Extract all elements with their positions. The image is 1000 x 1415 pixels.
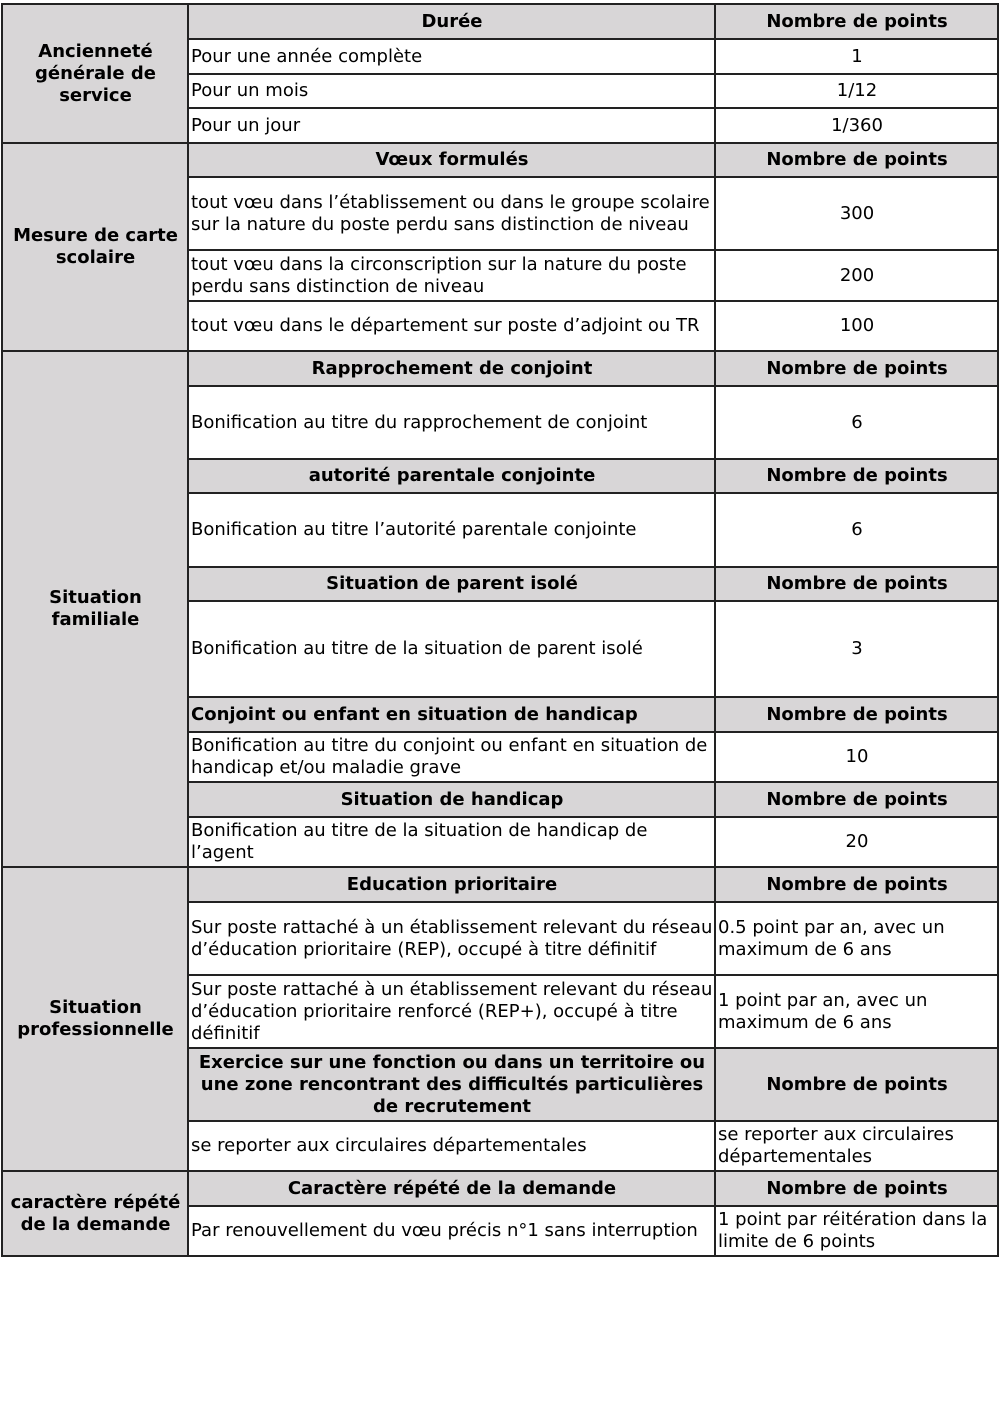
row-description: Pour un jour xyxy=(188,108,715,143)
points-table xyxy=(1,3,999,1257)
category-carte-scolaire: Mesure de carte scolaire xyxy=(2,143,188,351)
row-points: 6 xyxy=(715,493,998,567)
row-points: 0.5 point par an, avec un maximum de 6 ans xyxy=(715,902,998,975)
table-row xyxy=(2,1171,998,1206)
column-header-label: Situation de handicap xyxy=(188,782,715,817)
column-header-points: Nombre de points xyxy=(715,867,998,902)
row-points: 20 xyxy=(715,817,998,867)
table-row xyxy=(2,143,998,177)
row-points: 1/12 xyxy=(715,74,998,108)
row-points: 200 xyxy=(715,250,998,301)
row-description: Par renouvellement du vœu précis n°1 sans interruption xyxy=(188,1206,715,1256)
column-header-label: Exercice sur une fonction ou dans un territoire ou une zone rencontrant des difficultés particulières de recrutement xyxy=(188,1048,715,1121)
category-anciennete: Ancienneté générale de service xyxy=(2,4,188,143)
row-points: 1 point par réitération dans la limite de 6 points xyxy=(715,1206,998,1256)
row-description: Pour un mois xyxy=(188,74,715,108)
column-header-points: Nombre de points xyxy=(715,1048,998,1121)
row-points: se reporter aux circulaires départementales xyxy=(715,1121,998,1171)
row-description: se reporter aux circulaires départementales xyxy=(188,1121,715,1171)
row-points: 1/360 xyxy=(715,108,998,143)
row-description: Bonification au titre du conjoint ou enfant en situation de handicap et/ou maladie grave xyxy=(188,732,715,782)
row-description: Sur poste rattaché à un établissement relevant du réseau d’éducation prioritaire renforcé (REP+), occupé à titre définitif xyxy=(188,975,715,1048)
row-points: 1 xyxy=(715,39,998,74)
column-header-label: Vœux formulés xyxy=(188,143,715,177)
row-description: tout vœu dans la circonscription sur la nature du poste perdu sans distinction de niveau xyxy=(188,250,715,301)
category-situation-professionnelle: Situation professionnelle xyxy=(2,867,188,1171)
column-header-points: Nombre de points xyxy=(715,782,998,817)
row-description: Bonification au titre l’autorité parentale conjointe xyxy=(188,493,715,567)
row-points: 300 xyxy=(715,177,998,250)
column-header-points: Nombre de points xyxy=(715,1171,998,1206)
row-description: Bonification au titre du rapprochement de conjoint xyxy=(188,386,715,459)
column-header-points: Nombre de points xyxy=(715,697,998,732)
row-description: Pour une année complète xyxy=(188,39,715,74)
column-header-label: Education prioritaire xyxy=(188,867,715,902)
column-header-points: Nombre de points xyxy=(715,459,998,493)
column-header-points: Nombre de points xyxy=(715,351,998,386)
table-row xyxy=(2,4,998,39)
column-header-points: Nombre de points xyxy=(715,4,998,39)
column-header-label: Caractère répété de la demande xyxy=(188,1171,715,1206)
category-caractere-repete: caractère répété de la demande xyxy=(2,1171,188,1256)
row-points: 100 xyxy=(715,301,998,351)
column-header-label: Rapprochement de conjoint xyxy=(188,351,715,386)
row-points: 1 point par an, avec un maximum de 6 ans xyxy=(715,975,998,1048)
row-description: tout vœu dans l’établissement ou dans le groupe scolaire sur la nature du poste perdu sans distinction de niveau xyxy=(188,177,715,250)
row-points: 3 xyxy=(715,601,998,697)
column-header-label: Durée xyxy=(188,4,715,39)
category-situation-familiale: Situation familiale xyxy=(2,351,188,867)
row-description: Sur poste rattaché à un établissement relevant du réseau d’éducation prioritaire (REP), occupé à titre définitif xyxy=(188,902,715,975)
row-description: tout vœu dans le département sur poste d’adjoint ou TR xyxy=(188,301,715,351)
column-header-points: Nombre de points xyxy=(715,567,998,601)
column-header-label: Conjoint ou enfant en situation de handicap xyxy=(188,697,715,732)
row-points: 10 xyxy=(715,732,998,782)
table-row xyxy=(2,351,998,386)
column-header-label: autorité parentale conjointe xyxy=(188,459,715,493)
column-header-label: Situation de parent isolé xyxy=(188,567,715,601)
row-points: 6 xyxy=(715,386,998,459)
row-description: Bonification au titre de la situation de parent isolé xyxy=(188,601,715,697)
column-header-points: Nombre de points xyxy=(715,143,998,177)
table-row xyxy=(2,867,998,902)
row-description: Bonification au titre de la situation de handicap de l’agent xyxy=(188,817,715,867)
